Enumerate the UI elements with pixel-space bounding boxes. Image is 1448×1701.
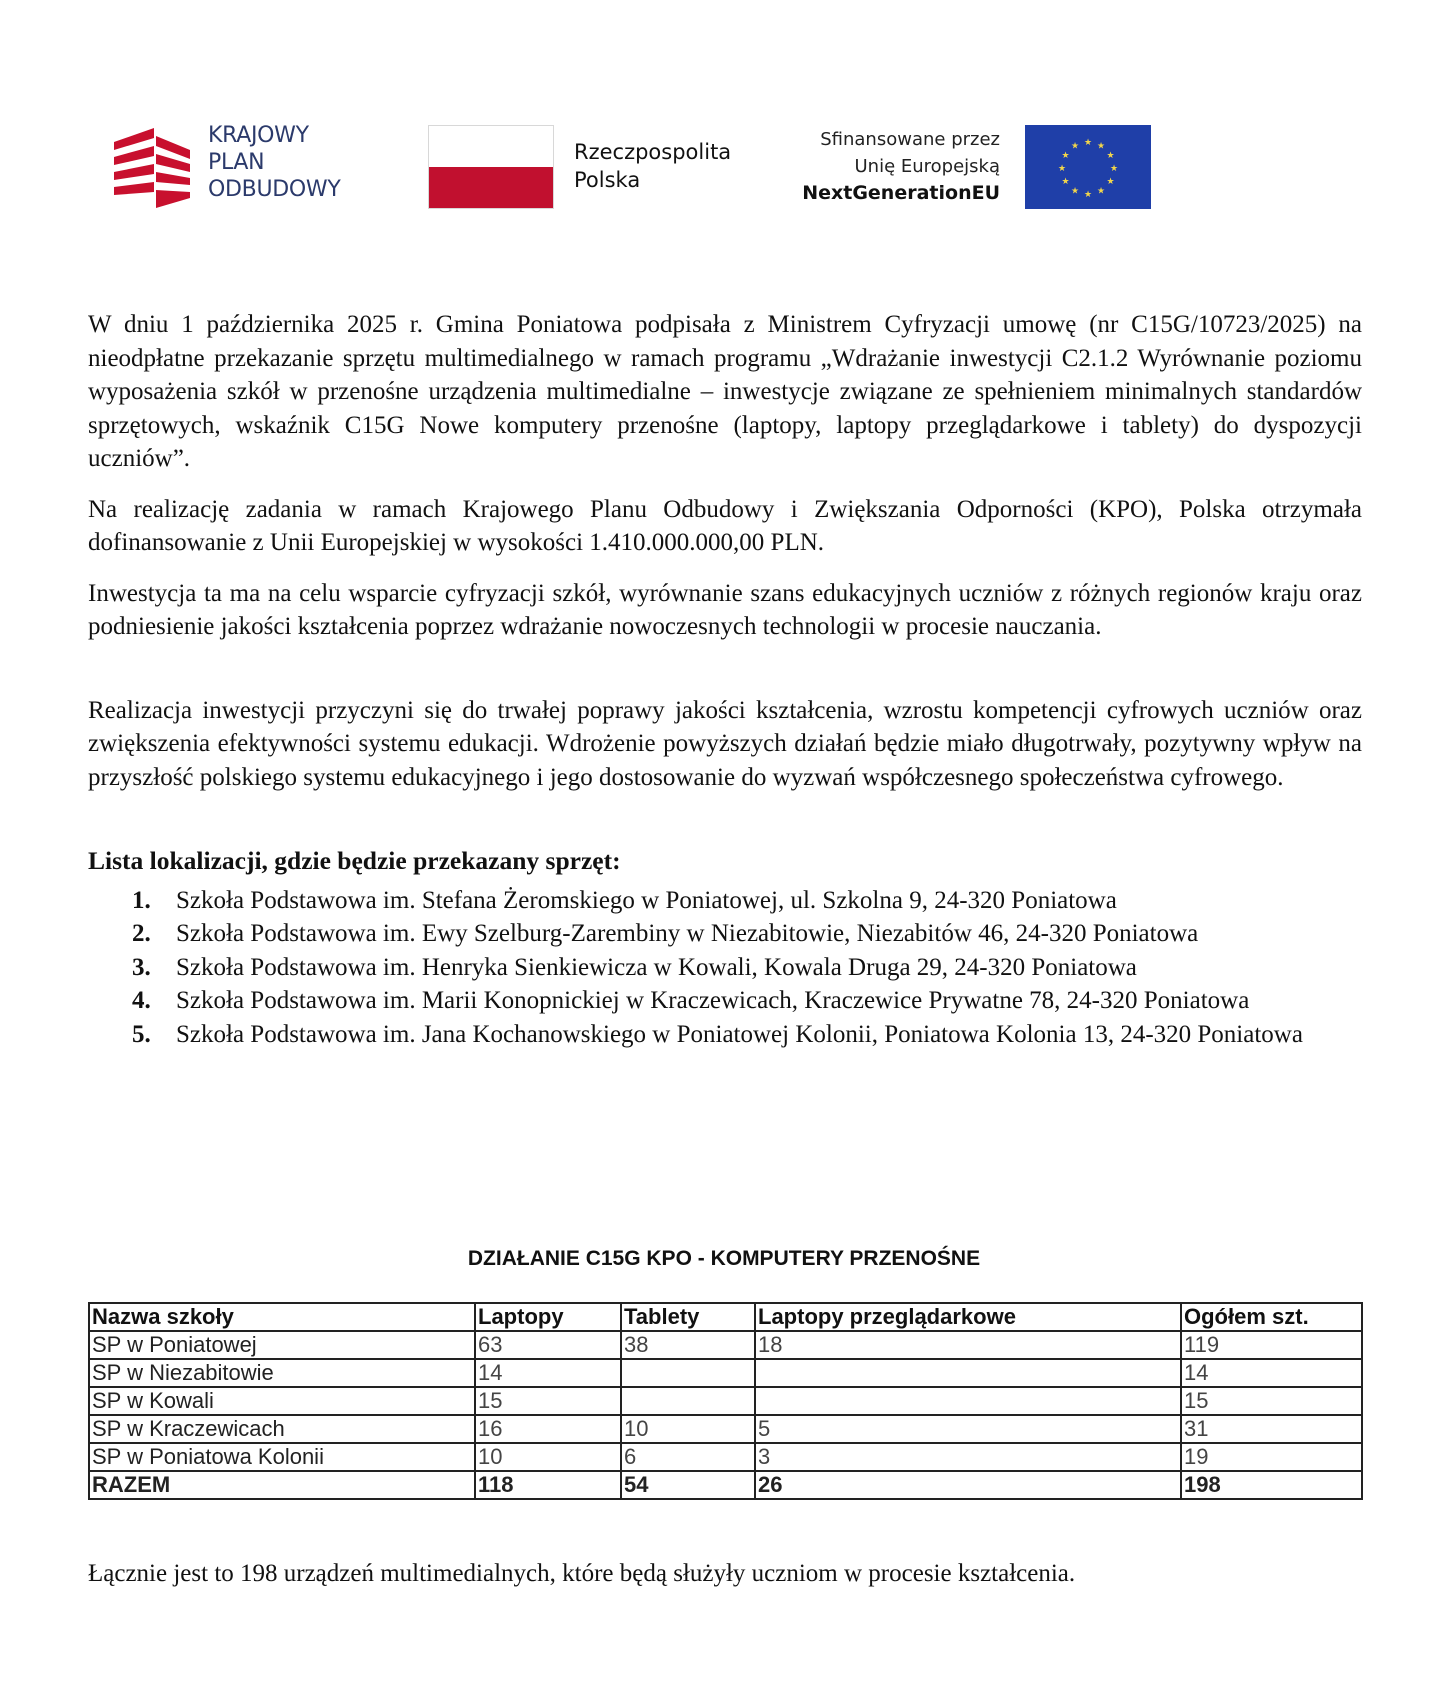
table-row <box>89 1443 1362 1471</box>
cell-school: SP w Niezabitowie <box>89 1359 475 1387</box>
table-total-row <box>89 1471 1362 1499</box>
paragraph-impact: Realizacja inwestycji przyczyni się do trwałej poprawy jakości kształcenia, wzrostu kompetencji cyfrowych uczniów oraz zwiększenia efektywności systemu edukacji. Wdrożenie powyższych działań będzie miało długotrwały, pozytywny wpływ na przyszłość polskiego systemu edukacyjnego i jego dostosowanie do wyzwań współczesnego społeczeństwa cyfrowego. <box>88 696 1362 791</box>
cell-total-laptops: 118 <box>475 1471 621 1499</box>
rp-line-1: Rzeczpospolita <box>574 140 732 164</box>
paragraph-funding: Na realizację zadania w ramach Krajowego Planu Odbudowy i Zwiększania Odporności (KPO), Polska otrzymała dofinansowanie z Unii Europejskiej w wysokości 1.410.000.000,00 PLN. <box>88 495 1362 556</box>
locations-heading: Lista lokalizacji, gdzie będzie przekazany sprzęt: <box>88 846 621 875</box>
svg-text:★: ★ <box>1057 164 1067 174</box>
header-school-name: Nazwa szkoły <box>89 1303 475 1331</box>
cell-laptops: 15 <box>475 1387 621 1415</box>
svg-text:★: ★ <box>1083 138 1093 148</box>
cell-laptops: 16 <box>475 1415 621 1443</box>
rp-logo-text <box>574 138 731 194</box>
cell-school: SP w Poniatowej <box>89 1331 475 1359</box>
cell-browser-laptops: 3 <box>755 1443 1181 1471</box>
logo-bar <box>0 118 1448 218</box>
svg-text:★: ★ <box>1061 151 1070 161</box>
cell-tablets: 38 <box>621 1331 755 1359</box>
cell-laptops: 14 <box>475 1359 621 1387</box>
kpo-building-stripes-icon <box>114 126 192 210</box>
location-text: Szkoła Podstawowa im. Ewy Szelburg-Zarembiny w Niezabitowie, Niezabitów 46, 24-320 Poniatowa <box>176 920 1199 947</box>
location-text: Szkoła Podstawowa im. Henryka Sienkiewicza w Kowali, Kowala Druga 29, 24-320 Poniatowa <box>176 953 1137 981</box>
svg-text:★: ★ <box>1096 141 1106 152</box>
cell-total: 15 <box>1181 1387 1362 1415</box>
cell-total: 31 <box>1181 1415 1362 1443</box>
cell-laptops: 63 <box>475 1331 621 1359</box>
table-row <box>89 1415 1362 1443</box>
location-number: 3. <box>132 953 151 981</box>
header-browser-laptops: Laptopy przeglądarkowe <box>755 1303 1181 1331</box>
location-item <box>88 951 1362 985</box>
kpo-line-1: KRAJOWY <box>208 123 309 148</box>
paragraph-agreement: W dniu 1 października 2025 r. Gmina Poniatowa podpisała z Ministrem Cyfryzacji umowę (nr C15G/10723/2025) na nieodpłatne przekazanie sprzętu multimedialnego w ramach programu „Wdrażanie inwestycji C2.1.2 Wyrównanie poziomu wyposażenia szkół w przenośne urządzenia multimedialne – inwestycje związane ze spełnieniem minimalnych standardów sprzętowych, wskaźnik C15G Nowe komputery przenośne (laptopy, laptopy przeglądarkowe i tablety) do dyspozycji uczniów”. <box>88 311 1362 472</box>
svg-text:★: ★ <box>1070 141 1080 152</box>
svg-text:★: ★ <box>1106 177 1115 187</box>
location-item <box>88 884 1362 918</box>
cell-grand-total: 198 <box>1181 1471 1362 1499</box>
table-header-row <box>89 1303 1362 1331</box>
svg-text:★: ★ <box>1106 151 1115 161</box>
table-title: DZIAŁANIE C15G KPO - KOMPUTERY PRZENOŚNE <box>467 1247 981 1270</box>
locations-list <box>88 884 1362 1052</box>
location-item <box>88 917 1362 951</box>
eu-line-1: Sfinansowane przez <box>820 129 1000 150</box>
location-item <box>88 984 1362 1018</box>
location-text: Szkoła Podstawowa im. Marii Konopnickiej w Kraczewicach, Kraczewice Prywatne 78, 24-320 Poniatowa <box>176 987 1250 1014</box>
location-number: 1. <box>132 886 151 914</box>
cell-total-label: RAZEM <box>89 1471 475 1499</box>
table-row <box>89 1331 1362 1359</box>
cell-browser-laptops <box>755 1387 1181 1415</box>
kpo-logo-text <box>208 122 341 203</box>
location-number: 4. <box>132 987 151 1014</box>
cell-browser-laptops: 18 <box>755 1331 1181 1359</box>
devices-table <box>88 1302 1363 1500</box>
paragraph-goal: Inwestycja ta ma na celu wsparcie cyfryzacji szkół, wyrównanie szans edukacyjnych uczniów z różnych regionów kraju oraz podniesienie jakości kształcenia poprzez wdrażanie nowoczesnych technologii w procesie nauczania. <box>88 579 1362 640</box>
cell-browser-laptops: 5 <box>755 1415 1181 1443</box>
rp-line-2: Polska <box>574 168 641 192</box>
eu-funding-text <box>802 126 1000 207</box>
header-total: Ogółem szt. <box>1181 1303 1362 1331</box>
header-tablets: Tablety <box>621 1303 755 1331</box>
cell-browser-laptops <box>755 1359 1181 1387</box>
cell-total-browser-laptops: 26 <box>755 1471 1181 1499</box>
summary-text: Łącznie jest to 198 urządzeń multimedialnych, które będą służyły uczniom w procesie kształcenia. <box>88 1560 1076 1587</box>
location-number: 5. <box>132 1020 151 1048</box>
table-row <box>89 1387 1362 1415</box>
document-body <box>88 308 1362 1051</box>
cell-tablets <box>621 1387 755 1415</box>
svg-text:★: ★ <box>1061 177 1070 187</box>
location-text: Szkoła Podstawowa im. Jana Kochanowskiego w Poniatowej Kolonii, Poniatowa Kolonia 13, 24-320 Poniatowa <box>176 1020 1303 1048</box>
kpo-line-3: ODBUDOWY <box>208 177 341 202</box>
kpo-line-2: PLAN <box>208 150 265 175</box>
eu-line-3: NextGenerationEU <box>802 182 1000 204</box>
svg-text:★: ★ <box>1109 164 1119 174</box>
cell-tablets: 10 <box>621 1415 755 1443</box>
svg-text:★: ★ <box>1070 186 1080 197</box>
location-number: 2. <box>132 920 151 947</box>
cell-school: SP w Poniatowa Kolonii <box>89 1443 475 1471</box>
svg-text:★: ★ <box>1096 186 1106 197</box>
location-item <box>88 1018 1362 1052</box>
cell-school: SP w Kraczewicach <box>89 1415 475 1443</box>
table-row <box>89 1359 1362 1387</box>
cell-tablets: 6 <box>621 1443 755 1471</box>
cell-total-tablets: 54 <box>621 1471 755 1499</box>
cell-total: 119 <box>1181 1331 1362 1359</box>
eu-line-2: Unię Europejską <box>854 156 1000 177</box>
location-text: Szkoła Podstawowa im. Stefana Żeromskiego w Poniatowej, ul. Szkolna 9, 24-320 Poniatowa <box>176 886 1117 914</box>
eu-flag-icon <box>1025 125 1151 209</box>
header-laptops: Laptopy <box>475 1303 621 1331</box>
cell-total: 14 <box>1181 1359 1362 1387</box>
cell-school: SP w Kowali <box>89 1387 475 1415</box>
svg-text:★: ★ <box>1083 190 1093 200</box>
polish-flag-icon <box>428 125 554 209</box>
cell-laptops: 10 <box>475 1443 621 1471</box>
cell-total: 19 <box>1181 1443 1362 1471</box>
cell-tablets <box>621 1359 755 1387</box>
